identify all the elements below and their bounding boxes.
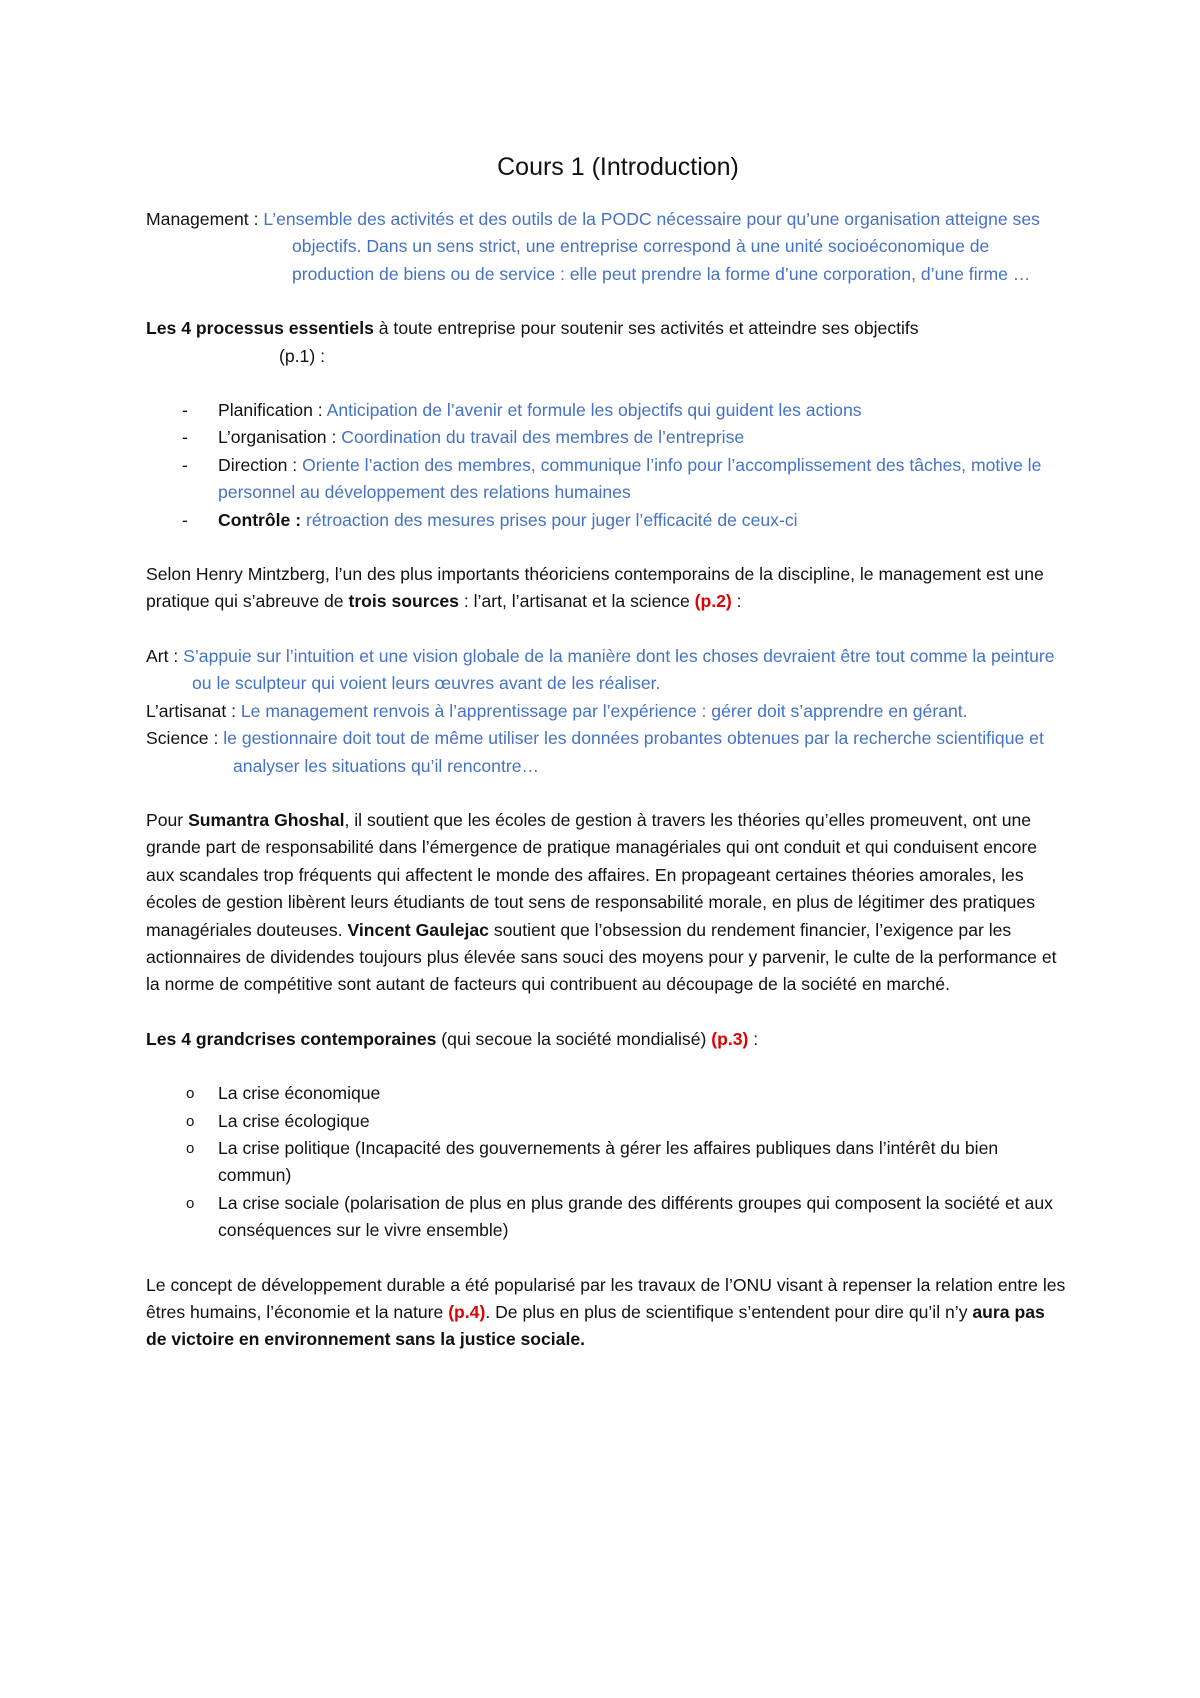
mintzberg-paragraph [146,561,1070,616]
page-reference: (p.2) [694,591,732,612]
processus-intro-rest: à toute entreprise pour soutenir ses activités et atteindre ses objectifs [373,318,919,339]
management-label: Management : [146,209,259,229]
processus-page-ref: (p.1) : [279,345,325,366]
list-item-text: La crise sociale (polarisation de plus en plus grande des différents groupes qui composent la société et aux conséquences sur le vivre ensemble) [218,1192,1053,1241]
processus-list [146,397,1070,534]
dash-bullet: - [182,509,188,530]
circle-bullet: o [186,1194,195,1212]
spacer [146,616,1070,643]
source-label: Art : [146,645,179,666]
ghoshal-text-a: Pour [146,809,189,830]
ghoshal-text-c: soutient que l’obsession du rendement financier, l’exigence par les actionnaires de dividendes toujours plus élevée sans souci des moyens pour y parvenir, le culte de la performance et la norme de compétitive sont autant de facteurs qui contribuent au découpage de la société en marché. [146,919,1057,995]
durable-text-b: . De plus en plus de scientifique s’entendent pour dire qu’il n’y [485,1302,973,1322]
processus-intro [146,315,1070,342]
list-item-text: Coordination du travail des membres de l’entreprise [341,427,745,448]
source-label: L’artisanat : [146,700,236,721]
mintzberg-end: : [731,591,742,612]
ghoshal-paragraph [146,807,1070,999]
source-text: S’appuie sur l’intuition et une vision globale de la manière dont les choses devraient être tout comme la peinture ou le sculpteur qui voient leurs œuvres avant de les réaliser. [183,645,1055,694]
list-item-crise-economique [146,1080,1070,1107]
page-reference: (p.3) [711,1028,749,1049]
list-item-label: Direction : [218,454,298,475]
source-artisanat [146,698,1070,725]
list-item-text: rétroaction des mesures prises pour juger l’efficacité de ceux-ci [305,509,798,530]
author-name: Vincent Gaulejac [347,919,489,940]
source-science [146,725,1070,780]
mintzberg-bold: trois sources [348,591,459,612]
mintzberg-text-b: : l’art, l’artisanat et la science [458,591,695,612]
list-item-text: La crise écologique [218,1110,370,1131]
list-item-crise-sociale [146,1190,1070,1245]
spacer [146,999,1070,1026]
source-art [146,643,1070,698]
source-text: Le management renvois à l’apprentissage par l’expérience : gérer doit s’apprendre en gérant. [240,700,968,721]
crises-intro-bold: Les 4 grandcrises contemporaines [146,1028,437,1049]
source-text: le gestionnaire doit tout de même utiliser les données probantes obtenues par la recherche scientifique et analyser les situations qu’il rencontre… [223,728,1044,776]
durable-bold: aura pas de victoire en environnement sans la justice sociale. [146,1302,1045,1350]
mintzberg-text-a: Selon Henry Mintzberg, l’un des plus importants théoriciens contemporains de la discipline, le management est une pratique qui s’abreuve de [146,564,1044,612]
durable-text-a: Le concept de développement durable a été popularisé par les travaux de l’ONU visant à repenser la relation entre les êtres humains, l’économie et la nature [146,1274,1066,1322]
durable-paragraph [146,1272,1070,1354]
list-item-text: La crise économique [218,1083,381,1104]
page-reference: (p.4) [448,1302,486,1322]
ghoshal-text-b: , il soutient que les écoles de gestion à travers les théories qu’elles promeuvent, ont une grande part de responsabilité dans l’émergence de pratique managériales qui ont conduit et qui conduisent encore aux scandales trop fréquents qui affectent le monde des affaires. En propageant certaines théories amorales, les écoles de gestion libèrent leurs étudiants de tout sens de responsabilité morale, en plus de légitimer des pratiques managériales douteuses. [146,809,1038,940]
crises-intro-end: : [748,1028,759,1049]
spacer [146,534,1070,561]
source-label: Science : [146,728,219,749]
processus-intro-bold: Les 4 processus essentiels [146,318,374,339]
crises-list [146,1080,1070,1244]
list-item-controle [146,507,1070,534]
dash-bullet: - [182,427,188,448]
spacer [146,1245,1070,1272]
list-item-crise-politique [146,1135,1070,1190]
management-definition [146,206,1070,288]
list-item-text: La crise politique (Incapacité des gouvernements à gérer les affaires publiques dans l’intérêt du bien commun) [218,1137,999,1186]
dash-bullet: - [182,400,188,421]
spacer [146,288,1070,315]
dash-bullet: - [182,454,188,475]
circle-bullet: o [186,1085,195,1103]
spacer [146,370,1070,397]
list-item-planification [146,397,1070,424]
list-item-text: Oriente l’action des membres, communique l’info pour l’accomplissement des tâches, motive le personnel au développement des relations humaines [218,454,1042,503]
crises-intro [146,1026,1070,1053]
list-item-label: Contrôle : [218,509,302,530]
management-definition-text: L’ensemble des activités et des outils de la PODC nécessaire pour qu’une organisation atteigne ses objectifs. Dans un sens strict, une entreprise correspond à une unité socioéconomique de production de biens ou de service : elle peut prendre la forme d’une corporation, d’une firme … [263,209,1040,284]
list-item-text: Anticipation de l’avenir et formule les objectifs qui guident les actions [326,400,862,421]
list-item-organisation [146,424,1070,451]
author-name: Sumantra Ghoshal [188,809,345,830]
spacer [146,1053,1070,1080]
circle-bullet: o [186,1139,195,1157]
circle-bullet: o [186,1112,195,1130]
list-item-label: L’organisation : [218,427,337,448]
list-item-crise-ecologique [146,1108,1070,1135]
spacer [146,780,1070,807]
crises-intro-rest: (qui secoue la société mondialisé) [436,1028,712,1049]
page-title: Cours 1 (Introduction) [497,153,739,181]
list-item-direction [146,452,1070,507]
list-item-label: Planification : [218,400,323,421]
